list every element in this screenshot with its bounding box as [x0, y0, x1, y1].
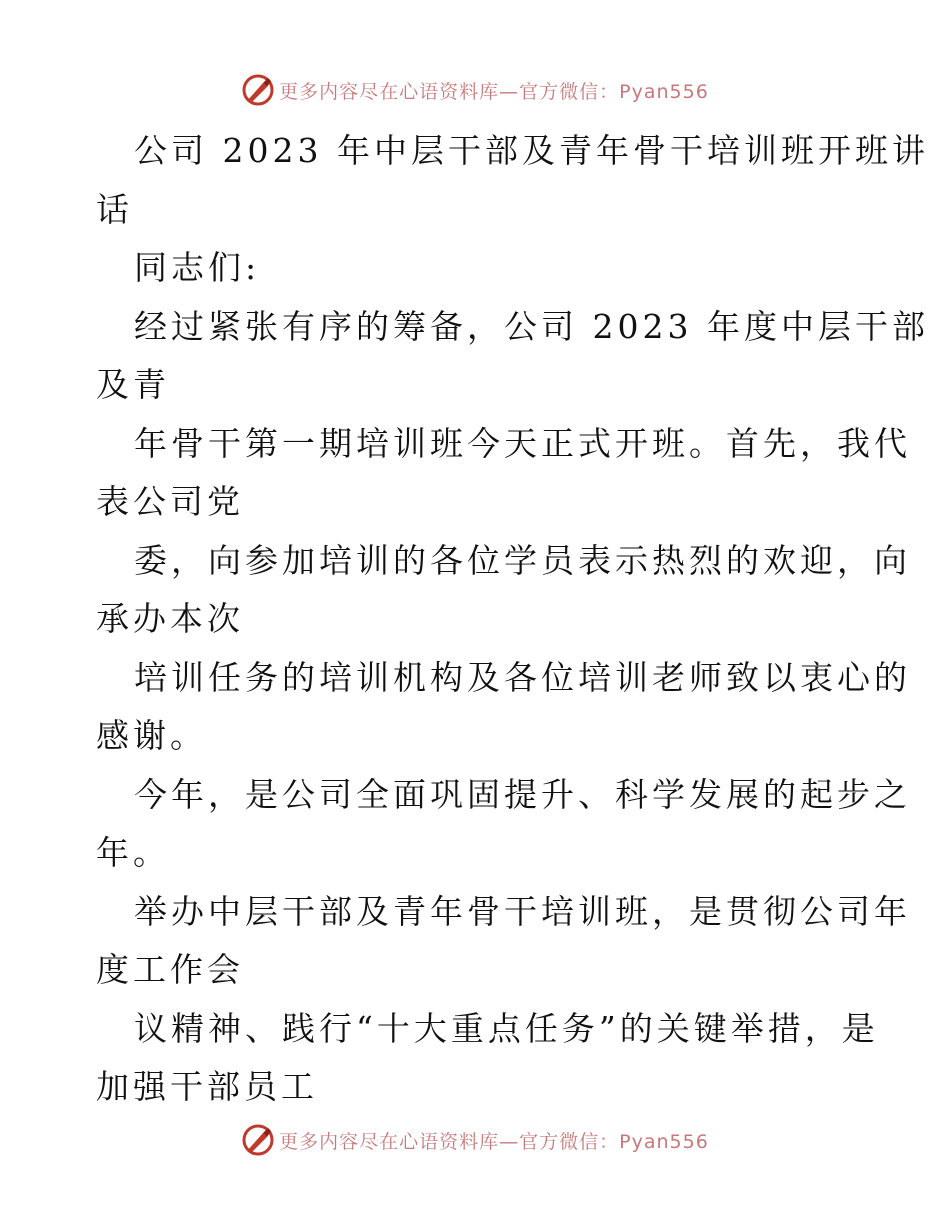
document-line: 经过紧张有序的筹备，公司 2023 年度中层干部	[134, 306, 929, 346]
watermark-text: 更多内容尽在心语资料库—官方微信：Pyan556	[279, 80, 709, 103]
document-line: 表公司党	[96, 482, 244, 521]
document-line: 感谢。	[96, 716, 207, 755]
document-line: 话	[96, 189, 133, 229]
document-line: 年。	[96, 833, 170, 872]
pen-logo-icon	[241, 73, 275, 107]
watermark-text: 更多内容尽在心语资料库—官方微信：Pyan556	[279, 1130, 709, 1153]
document-line: 举办中层干部及青年骨干培训班，是贯彻公司年	[134, 891, 911, 931]
document-line: 同志们:	[134, 248, 261, 287]
document-line: 承办本次	[96, 599, 244, 638]
document-line: 及青	[96, 365, 170, 404]
document-body	[96, 122, 929, 1117]
document-line: 今年，是公司全面巩固提升、科学发展的起步之	[134, 774, 911, 814]
document-line: 公司 2023 年中层干部及青年骨干培训班开班讲	[134, 131, 929, 170]
document-line: 度工作会	[96, 950, 244, 989]
pen-logo-icon	[241, 1123, 275, 1157]
document-line: 培训任务的培训机构及各位培训老师致以衷心的	[134, 657, 911, 697]
header-watermark-banner	[0, 70, 950, 110]
document-line: 议精神、践行“十大重点任务”的关键举措，是	[134, 1008, 879, 1048]
document-line: 年骨干第一期培训班今天正式开班。首先，我代	[134, 423, 911, 463]
document-line: 委，向参加培训的各位学员表示热烈的欢迎，向	[134, 540, 911, 580]
footer-watermark-banner	[0, 1120, 950, 1160]
document-line: 加强干部员工	[96, 1067, 318, 1106]
